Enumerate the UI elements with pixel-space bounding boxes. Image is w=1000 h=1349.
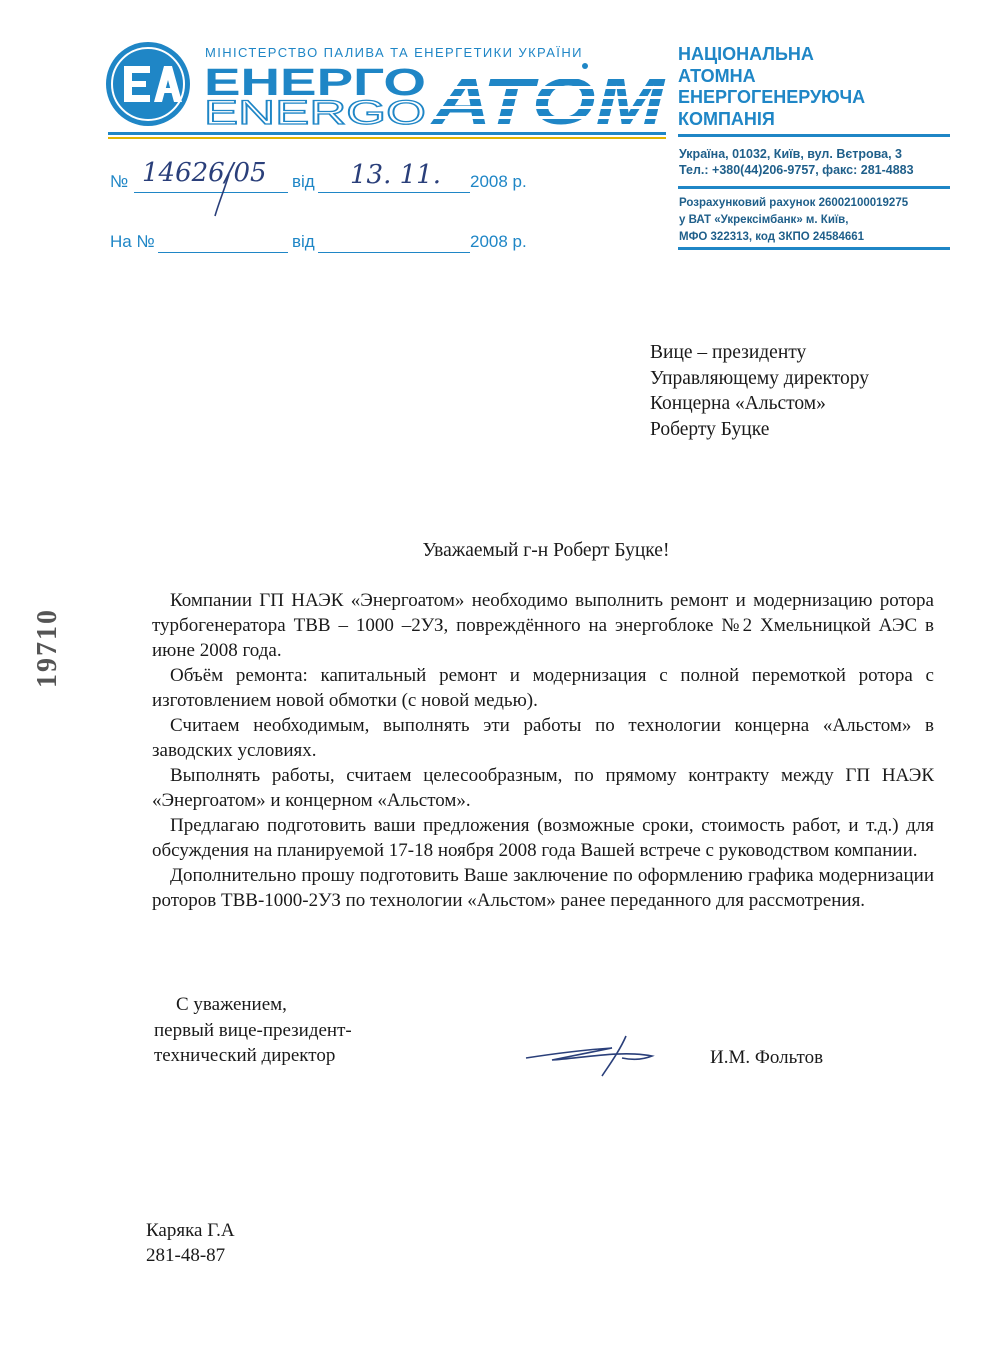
body-paragraph: Дополнительно прошу подготовить Ваше заключение по оформлению графика модернизации роторов ТВВ-1000-2УЗ по технологии «Альстом» ранее переданного для рассмотрения.	[152, 865, 934, 911]
wordmark-cyrillic: ЕНЕРГО	[204, 62, 426, 104]
company-contacts	[679, 146, 914, 178]
side-rule	[678, 247, 950, 250]
side-rule	[678, 134, 950, 137]
executor-block	[146, 1218, 235, 1268]
header-rule-blue	[108, 132, 666, 135]
closing-block	[154, 992, 352, 1069]
reply-no-line	[158, 252, 288, 253]
outgoing-date-line	[318, 192, 470, 193]
closing-position: технический директор	[154, 1045, 336, 1066]
signature-icon	[522, 1030, 662, 1080]
body-paragraph: Считаем необходимым, выполнять эти работы по технологии концерна «Альстом» в заводских условиях.	[152, 715, 934, 761]
reply-year: 2008 р.	[470, 232, 527, 251]
company-name-line: ЕНЕРГОГЕНЕРУЮЧА	[678, 87, 866, 107]
company-name-line: КОМПАНІЯ	[678, 108, 775, 129]
energoatom-logo-icon	[104, 40, 192, 128]
company-name	[678, 44, 865, 130]
body-paragraph: Выполнять работы, считаем целесообразным, по прямому контракту между ГП НАЭК «Энергоатом» и концерном «Альстом».	[152, 765, 934, 811]
body-paragraph: Объём ремонта: капитальный ремонт и модернизация с полной перемоткой ротора с изготовлением новой обмотки (с новой медью).	[152, 665, 934, 711]
salutation: Уважаемый г-н Роберт Буцке!	[422, 540, 670, 561]
body-paragraph: Предлагаю подготовить ваши предложения (возможные сроки, стоимость работ, и т.д.) для обсуждения на планируемой 17-18 ноября 2008 года Вашей встрече с руководством компании.	[152, 815, 934, 861]
outgoing-no-label: №	[110, 172, 129, 191]
side-rule	[678, 186, 950, 189]
addressee-line: Роберту Буцке	[650, 418, 770, 440]
addressee-line: Концерна «Альстом»	[650, 393, 826, 414]
bank-details	[679, 195, 908, 246]
energoatom-wordmark	[202, 62, 666, 128]
signer-name: И.М. Фольтов	[710, 1047, 824, 1068]
handwritten-stroke-icon	[205, 170, 235, 220]
executor-phone: 281-48-87	[146, 1245, 226, 1266]
incoming-stamp-number: 19710	[32, 608, 63, 688]
body-paragraph: Компании ГП НАЭК «Энергоатом» необходимо выполнить ремонт и модернизацию ротора турбогенератора ТВВ – 1000 –2УЗ, повреждённого на энергоблоке №2 Хмельницкой АЭС в июне 2008 года.	[152, 590, 934, 661]
company-name-line: АТОМНА	[678, 65, 756, 86]
reply-date-label: від	[292, 232, 315, 251]
addressee-block	[650, 340, 869, 442]
header-rule-yellow	[108, 137, 666, 139]
ministry-line: МІНІСТЕРСТВО ПАЛИВА ТА ЕНЕРГЕТИКИ УКРАЇНИ	[205, 45, 583, 60]
outgoing-no-value: 14626/05	[142, 158, 267, 188]
company-address: Україна, 01032, Київ, вул. Вєтрова, 3	[679, 147, 903, 161]
reply-date-line	[318, 252, 470, 253]
bank-line: МФО 322313, код ЗКПО 24584661	[679, 231, 865, 243]
closing-regards: С уважением,	[176, 994, 287, 1015]
letter-body	[152, 588, 934, 913]
outgoing-date-label: від	[292, 172, 315, 191]
outgoing-year: 2008 р.	[470, 172, 527, 191]
wordmark-latin: ENERGO	[204, 94, 426, 128]
company-phone: Тел.: +380(44)206-9757, факс: 281-4883	[679, 163, 914, 177]
addressee-line: Вице – президенту	[650, 342, 807, 363]
reply-no-label: На №	[110, 232, 155, 251]
closing-position: первый вице-президент-	[154, 1019, 352, 1041]
addressee-line: Управляющему директору	[650, 367, 870, 389]
bank-line: у ВАТ «Укрексімбанк» м. Київ,	[679, 214, 849, 226]
executor-name: Каряка Г.А	[146, 1220, 235, 1241]
outgoing-date-value: 13. 11.	[350, 160, 441, 190]
bank-line: Розрахунковий рахунок 26002100019275	[679, 197, 909, 209]
company-name-line: НАЦІОНАЛЬНА	[678, 44, 814, 64]
